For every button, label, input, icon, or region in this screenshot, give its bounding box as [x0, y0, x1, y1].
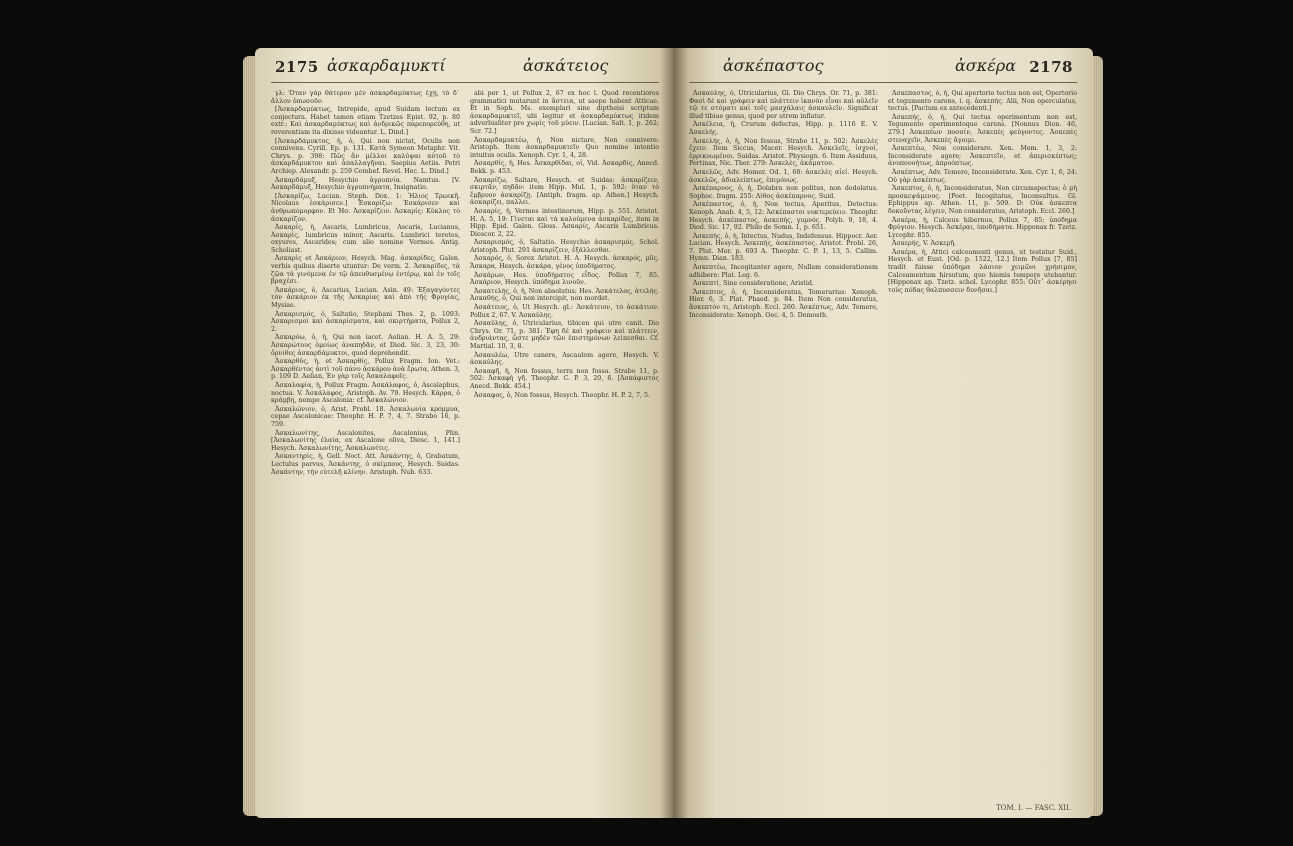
right-headword-left: ἀσκέπαστος — [723, 56, 824, 75]
dictionary-entry: Ἀσκεπτέω, Non considerare. Xen. Mem. 1, 3, 2: Inconsiderate agere; Ἀσκεπτεῖν, et ἀπερισκέπτως; ἀνυπονοήτως, ἀπροόπτως. — [888, 145, 1077, 168]
left-page-header — [275, 56, 655, 82]
right-headword-right: ἀσκέρα — [955, 56, 1017, 75]
dictionary-entry: Ἄσκεπτος, ὁ, ἡ, Inconsideratus, Non circumspectus; ὁ μὴ προσκεψάμενος. [Poet. Incogitatus, Inconsultus. Gl. Ephippus ap. Athen. 11, p. 509. D: Οὐκ ἀσκεπτα δοκοῦντας λέγειν, Non consideratus, Aristoph. Eccl. 260.] — [888, 185, 1077, 215]
right-page-number: 2178 — [1029, 58, 1073, 76]
dictionary-entry: [Ἀσκαρίζω, Lucian. Steph. Dox. 1: Ἡλιος Τρωικῆ. Nicolaus ἐσκάρισεν.] Ἐσκαρίζω: Ἐσκάρισεν καὶ ἀνθρωπόμορφον. Et Ἡσ. Ἀσκαρίζειν. Ἀσκαρίς: Κύκλος τὸ ἀσκαρίζον. — [271, 192, 460, 223]
dictionary-entry: Ἀσκέρα, ἡ, Attici calceamenti genus, ut testatur Suid., Hesych. et Eust. [Od. p. 1522, 12.] Item Pollux [7, 85] tradit fuisse ὑπόδημα λάσιον χειμῶνι χρήσιμον, Calceamentum hirsutum, quo hiemis tempore utebantur. [Hipponax ap. Tzetz. schol. Lycophr. 855: Οὗτ᾽ ἀσκέρησι τοὺς πόδας θαλπυσσειν δυνῆσαι.] — [888, 248, 1077, 294]
dictionary-entry: Ἀσκαφῆ, ἡ, Non fossus, terra non fossa. Strabo 11, p. 502: Ἀσκαφὴ γῆ. Theophr. C. P. 3, 20, 6. [Ἀσκάφιστος Anecd. Bekk. 454.] — [470, 367, 659, 390]
dictionary-entry: Ἀσκαλωνίτης, Ascalonites, Ascalonius, Plin. [Ἀσκαλωνίτης ἐλαία, ex Ascalone oliva, Diosc. 1, 141.] Hesych. Ἀσκαλωνίτης, Ἀσκαλωνίτις. — [271, 429, 460, 452]
dictionary-entry: Ἀσκαυλέω, Utre canere, Ascaulem agere, Hesych. V. ἀσκαύλης. — [470, 351, 659, 367]
dictionary-entry: Ἀσκαρθίς, ἡ, Hes. Ἀσκαρθίδαι, οἱ, Vid. Ἀσκαρδίς, Anecd. Bekk. p. 453. — [470, 160, 659, 175]
dictionary-entry: Ἀσκαλώνιον, ὁ, Arist. Probl. 18. Ἀσκαλωνία κρόμμυα, cepae Ascalonicae: Theophr. H. P. 7, 4, 7. Strabo 16, p. 759. — [271, 405, 460, 428]
dictionary-entry: γλ: Ὅταν γὰρ θάτερον μὲν ἀσκαρδαμύκτως ἔχῃ, τὸ δ᾽ ἄλλον ὁπωσοῦν. — [271, 90, 460, 105]
dictionary-entry: Ἀσκαύλης, ὁ, Utricularius, Gl. Dio Chrys. Or. 71, p. 381: Φασὶ δὲ καὶ γράφειν καὶ πλάττειν ἱκανὸν εἶναι καὶ αὐλεῖν τῷ τε στόματι καὶ τοῖς μασχάλαις ἀσκαυλεῖν. Significat illud tibiae genus, quod per utrem inflatur. — [689, 90, 878, 120]
right-page — [673, 48, 1093, 818]
dictionary-entry: Ἀσκαρὶς et Ἀσκάριον, Hesych. Mag. ἀσκαρίδες, Galen. verbis quibus diserte utuntur: De verm. 2. Ἀσκαρίδες, τὰ ζῷα τὰ γινόμενα ἐν τῷ ἀπευθυσμένῳ ἐντέρῳ, καὶ ἐν τοῖς βραχέσι. — [271, 255, 460, 286]
left-column-2 — [470, 90, 659, 806]
dictionary-entry: Ἀσκαρίζω, Saltare, Hesych. et Suidas; ἀσκαρίζειν, σκιρτᾶν, πηδᾶν: item Hipp. Mul. 1, p. 592: ὅταν τὸ ἔμβρυον ἀσκαρίζῃ. [Antiph. fragm. ap. Athen.] Hesych. ἀσκαρίζει, παλλει. — [470, 176, 659, 207]
dictionary-entry: Ἀσκαλαφία, ἡ, Pollux Fragm. Ἀσκάλαφος, ὁ, Ascalaphus, noctua. V. Ἀσκάλαφος, Aristoph. Av. 79. Hesych. Κάρρα, ὁ κράμβη, nempe Ascalonia: cf. Ἀσκαλώνιον. — [271, 381, 460, 405]
header-rule — [271, 82, 659, 83]
dictionary-entry: Ἀσκαρδαμυκτέω, ἡ, Non nictare, Non connivere: Aristoph. Item ἀσκαρδαμυκτεῖν Quo nomine intentio intuitus oculis. Xenoph. Cyr. 1, 4, 28. — [470, 136, 659, 159]
left-page-columns — [271, 90, 659, 806]
dictionary-entry: Ἀσκεπής, ὁ, ἡ, Qui tectus operimentum non est, Tegumento operimentoque carens. [Nonnus Dion. 46, 279.] Ἀσκεπέων ποσσίν, Ἀσκεπὲς φεύγοντες. Ἀσκεπὲς στεναχεῖν, Ἀσκεπὲς ἄγοιμι. — [888, 113, 1077, 144]
page-footer: TOM. I. — FASC. XII. — [996, 804, 1071, 812]
dictionary-entry: [Ἀσκαρδάμυκτος, ἡ, ὁ, Qui non nictat, Oculis non connivens. Cyrill. Ep. p. 131. Κατὰ Symeon Metaphr. Vit. Chrys. p. 398: Πῶς ἂν μέλλοι καλύψαι αὐτοῦ τὸ ἀσκαρδάμυκτον καὶ ἀπαλλαγῆναι. Saepius Aetiis. Petri Archiep. Alexandr. p. 259 Combef. Revel. Hec. L. Dind.] — [271, 137, 460, 175]
left-column-1 — [271, 90, 460, 806]
dictionary-entry: abi por 1, ut Pollux 2, 67 ex hoc l. Quod recentiores grammatici mutarunt in ἄστεια, ut saepe habent Atticae. Et in Soph. Ms. exemplari sine diptheisi scriptum ἀσκαρδαμυκτεῖ, ubi legitur et ἀσκαρδαμύκτως itidem adverbialiter pro χωρίς τοῦ μύειν. [Lucian. Salt. 1, p. 262; Scr. 72.] — [470, 90, 659, 135]
dictionary-entry: Ἀσκαρδάμυξ, Hesychio ἀγρυπνία. Namtus. [V. Ἀσκαρδάμυξ, Hesychio ἀγρυπνήματα, Insignatio. — [271, 176, 460, 192]
dictionary-entry: Ἀσκελῶς, Adv. Homer. Od. 1, 68: ἀσκελὲς αἰεί. Hesych. ἀσκελῶς, ἀδιαλείπτως, ἐπιμόνως. — [689, 168, 878, 184]
left-page — [255, 48, 675, 818]
header-rule — [689, 82, 1077, 83]
left-headword-right: ἀσκάτειος — [523, 56, 609, 75]
right-column-1 — [689, 90, 878, 806]
left-page-number: 2175 — [275, 58, 319, 76]
dictionary-entry: Ἀσκέρα, ἡ, Calceus hibernus, Pollux 7, 85: ὑπόδημα Φρύγιον. Hesych. Ἀσκέραι, ὑποδήματα. Hipponax fr. Tzetz. Lycophr. 855. — [888, 216, 1077, 239]
dictionary-entry: Ἀσκαφος, ὁ, Non fossus, Hesych. Theophr. H. P. 2, 7, 5. — [474, 391, 651, 399]
dictionary-entry: [Ἀσκαρδαμύκτως, Intrepide, apud Suidam lectum ex conjectura. Habet tamen etiam Tzetzes Epist. 92, p. 80 extr.: Καὶ ἀσκαρδαμύκτως καὶ ἀνδρικῶς παρεπορεύθη, ut reverentiam ita dixisse videantur. L. Dind.] — [271, 106, 460, 136]
dictionary-entry: Ἀσκαρός, ὁ, Sorex Aristot. H. A. Hesych. ἀσκαρός, μῦς. Ἄσκαρα, Hesych. ἀσκάρα, γένος ὑποδήματος. — [470, 255, 659, 271]
dictionary-entry: Ἀσκερής, V. Ἀσκερῆ. — [892, 240, 957, 248]
dictionary-entry: Ἀσκαντηρίς, ἡ, Gell. Noct. Att. Ἀσκάντης, ὁ, Grabatum, Lectulus parvus, Ἀσκάντης, ὁ σκίμπους, Hesych. Suidas. Ἀσκάντην, τὴν εὐτελῆ κλίνην. Aristoph. Nub. 633. — [271, 453, 460, 476]
dictionary-entry: Ἀσκέπαστος, ὁ, ἡ, Qui apertorio tectus non est, Opertorio et tegumento carens, i. q. ἀσκεπής. Alii, Non operculatus, tectus. [Pactum ex antecedenti.] — [888, 90, 1077, 113]
dictionary-entry: Ἀσκεπτέω, Incogitanter agere, Nullam considerationem adhibere: Plat. Leg. 6. — [689, 264, 878, 279]
dictionary-entry: Ἀσκάριος, ὁ, Ascarius, Lucian. Asin. 49: Ἐξαγαγόντες τὸν ἀσκάριον ἐκ τῆς Ἀσκαρίας καὶ ἀπὸ τῆς Φρυγίας, Mysiae. — [271, 286, 460, 310]
dictionary-entry: Ἀσκαρισμός, ὁ, Saltatio, Stephani Thes. 2, p. 1093: Ἀσκαρισμοὶ καὶ ἀσκαρίσματα, καὶ σκιρτήματα, Pollux 2, 2. — [271, 310, 460, 333]
dictionary-entry: Ἀσκέλεια, ἡ, Crurum defectus, Hipp. p. 1116 E. V. Ἀσκελής. — [689, 121, 878, 136]
dictionary-entry: Ἀσκέπαστος, ὁ, ἡ, Non tectus, Aperitus, Detectus: Xenoph. Anab. 4, 5, 12: Ἀσκέπαστοι νυκτερεύειν. Theophr. Hesych. ἀσκέπαστος, ἀσκεπής, γυμνός. Polyb. 9, 18, 4. Diod. Sic. 17, 92. Philo de Somn. 1, p. 651. — [689, 201, 878, 232]
right-column-2 — [888, 90, 1077, 806]
dictionary-entry: Ἀσκαρθύς, ἡ, et Ἀσκαρθίς, Pollux Fragm. Ion. Vet.: Ἀσκαρθέντος ἀντὶ τοῦ πάνυ ἀσκάρου ἀνὰ ἔρωτα, Athen. 3, p. 109 D. Aelian, Ἐν γὰρ τοῖς Ἀσκαλαφοῖς. — [271, 358, 460, 381]
dictionary-entry: Ἀσκαρίς, ἡ, Vermes intestinorum, Hipp. p. 551. Aristot. H. A. 5, 19: Γίνεται καὶ τὰ καλούμενα ἀσκαρίδες, item in Hipp. Epid. Galen. Gloss. Ἀσκαρίς, Ascaris Lumbricus. Dioscor. 2, 22. — [470, 207, 659, 238]
dictionary-entry: Ἀσκέπαρνος, ὁ, ἡ, Dolabra non politus, non dedolatus. Sophoc. fragm. 255: Λίθος ἀσκέπαρνος. Suid. — [689, 185, 878, 200]
dictionary-entry: Ἄσκεπτος, ὁ, ἡ, Inconsideratus, Temerarius: Xenoph. Hier. 6, 3. Plat. Phaed. p. 84. Item Non consideratus, ἄσκεπτόν τι, Aristoph. Eccl. 260. Ἀσκέπτως, Adv. Temere, Inconsiderate: Xenoph. Oec. 4, 5. Demosth. — [689, 288, 878, 319]
right-page-columns — [689, 90, 1077, 806]
dictionary-entry: Ἀσκαύλης, ὁ, Utricularius, tibicen qui utre canit. Dio Chrys. Or. 71, p. 381: Ἐφη δὲ καὶ γράφειν καὶ πλάττειν, ἀνδριάντας, ὥστε μηδὲν τῶν ἐπιστημόνων λείπεσθαι. Cf. Martial. 10, 3, 8. — [470, 320, 659, 350]
dictionary-entry: Ἀσκαρισμός, ὁ, Saltatio. Hesychio ἀσκαρισμός. Schol. Aristoph. Plut. 291 ἀσκαρίζειν, ἐξάλλεσθαι. — [470, 239, 659, 254]
dictionary-entry: Ἀσκεπής, ὁ, ἡ, Intectus, Nudus, Indefensus. Hippocr. Aer. Lucian. Hesych. Ἀσκεπής, ἀσκέπαστος. Aristot. Probl. 26, 7. Plut. Mor. p. 693 A. Theophr. C. P. 1, 13, 5. Callim. Hymn. Dian. 183. — [689, 232, 878, 263]
dictionary-entry: Ἀσκατελής, ὁ, ἡ, Non absolutus; Hes. Ἀσκάτελος, ἀτελής. Ἀσκαθής, ὁ, Qui non intercipit, non mordet. — [470, 287, 659, 303]
dictionary-entry: Ἀσκάτειος, ὁ, Ut Hesych. gl.: Ἀσκάτειον, τὸ ἀσκάτιον. Pollux 2, 67. V. Ἀσκαύλης. — [470, 304, 659, 319]
left-headword-left: ἀσκαρδαμυκτί — [327, 56, 446, 75]
dictionary-entry: Ἀσκέπτως, Adv. Temere, Inconsiderate. Xen. Cyr. 1, 6, 24: Οὐ γὰρ ἀσκέπτως. — [888, 168, 1077, 184]
dictionary-entry: Ἀσκεπτί, Sine consideratione, Aristid. — [693, 280, 814, 288]
dictionary-entry: Ἀσκαρόω, ὁ, ἡ, Qui non iacet. Aelian. H. A. 5, 29: Ἀσκαρώτους ὁμοίως ἀναπηδᾶν, et Diod. Sic. 3, 23, 30: ὄρνιθες ἀσκαρδάμυκτοι, quod deprehendit. — [271, 334, 460, 357]
right-page-header — [693, 56, 1073, 82]
book-gutter — [660, 48, 688, 818]
dictionary-entry: Ἀσκάρων, Hes. ὑποδήματος εἶδος. Pollux 7, 85. Ἀσκάριον, Hesych. ὑπόδημα λινοῦν. — [470, 271, 659, 287]
dictionary-entry: Ἀσκαρίς, ἡ, Ascaris, Lumbricus, Ascaris, Lucianus, Ἀσκαρὶς, lumbricus minor, Ascaris. Lumbrici teretes, oxyures, Ascarides; cum alio nomine Vermes. Antig. Scholiast. — [271, 224, 460, 254]
dictionary-entry: Ἀσκελής, ὁ, ἡ, Non fessus, Strabo 11, p. 502: Ἀσκελὲς ἔχειν. Item Siccus, Macer. Hesych. Ἀσκελεῖς, ἰσχνοὶ, ἐρρικνωμένοι. Suidas. Aristot. Physiogn. 6. Item Assiduus, Pertinax, Nic. Ther. 279: Ἀσκελὲς, ἀκάματον. — [689, 137, 878, 168]
open-book — [255, 8, 1090, 826]
